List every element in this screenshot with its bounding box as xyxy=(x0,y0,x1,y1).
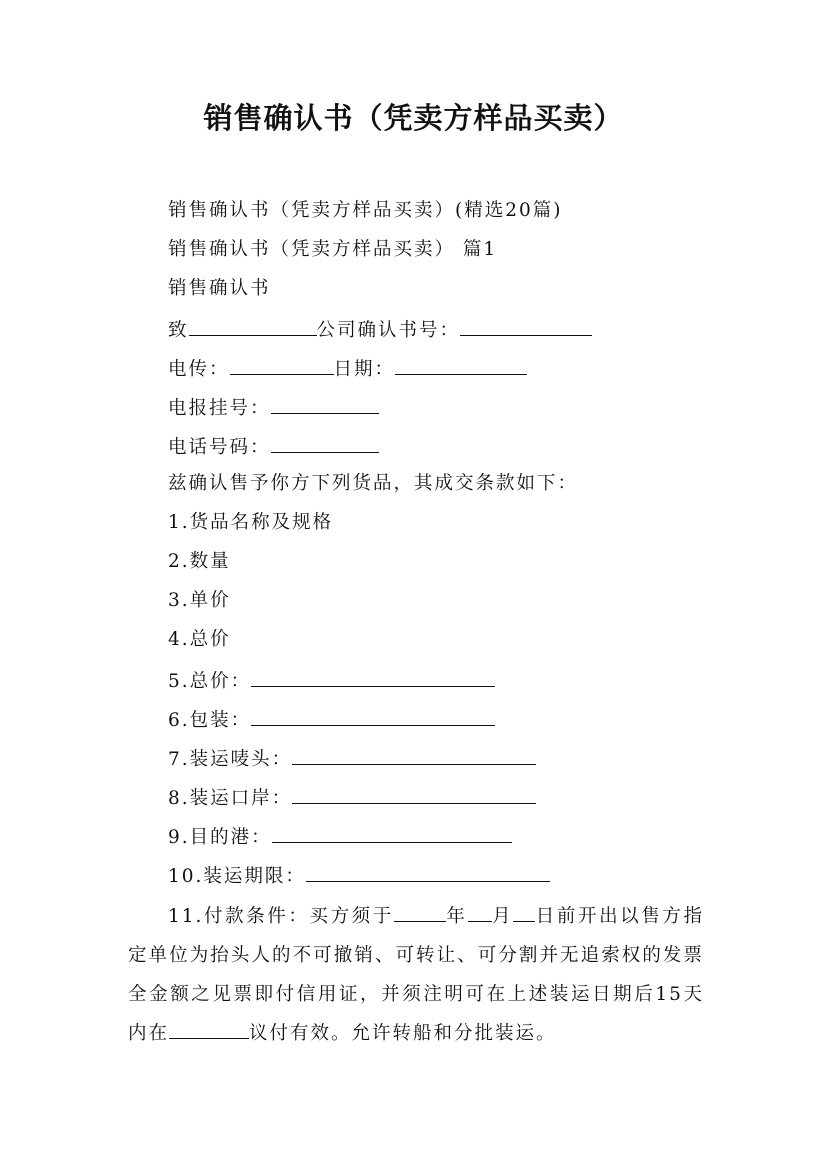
phone-blank[interactable] xyxy=(271,432,379,453)
shipment-period-label: 10.装运期限： xyxy=(168,866,306,887)
item-goods-spec: 1.货品名称及规格 xyxy=(168,512,334,533)
loading-port-blank[interactable] xyxy=(292,783,536,804)
confirmation-number-blank[interactable] xyxy=(460,315,592,336)
item-shipment-period-row xyxy=(168,861,550,890)
destination-label: 9.目的港： xyxy=(168,827,272,848)
item-total-price: 4.总价 xyxy=(168,629,231,650)
date-blank[interactable] xyxy=(395,354,527,375)
total-price-blank[interactable] xyxy=(251,666,495,687)
payment-text-3: 议付有效。允许转船和分批装运。 xyxy=(249,1023,557,1044)
shipment-period-blank[interactable] xyxy=(306,861,550,882)
item-quantity: 2.数量 xyxy=(168,551,231,572)
telegram-label: 电报挂号： xyxy=(168,398,271,419)
year-blank[interactable] xyxy=(394,901,446,922)
day-blank[interactable] xyxy=(513,901,535,922)
article-heading: 销售确认书（凭卖方样品买卖） 篇1 xyxy=(168,239,498,260)
item-destination-row xyxy=(168,822,512,851)
month-blank[interactable] xyxy=(468,901,492,922)
payment-terms-paragraph xyxy=(128,897,704,1053)
intro-text: 兹确认售予你方下列货品，其成交条款如下： xyxy=(168,473,579,494)
form-title: 销售确认书 xyxy=(168,278,271,299)
item-total-price-row xyxy=(168,666,495,695)
fax-blank[interactable] xyxy=(230,354,334,375)
packing-blank[interactable] xyxy=(251,705,495,726)
phone-label: 电话号码： xyxy=(168,437,271,458)
phone-row xyxy=(168,432,379,461)
item-shipping-marks-row xyxy=(168,744,536,773)
negotiation-place-blank[interactable] xyxy=(169,1018,249,1039)
collection-heading: 销售确认书（凭卖方样品买卖）(精选20篇) xyxy=(168,200,563,221)
confirmation-number-label: 公司确认书号： xyxy=(316,320,461,341)
shipping-marks-blank[interactable] xyxy=(292,744,536,765)
destination-blank[interactable] xyxy=(272,822,512,843)
item-loading-port-row xyxy=(168,783,536,812)
shipping-marks-label: 7.装运唛头： xyxy=(168,749,293,770)
to-label: 致 xyxy=(168,320,189,341)
item-packing-row xyxy=(168,705,495,734)
recipient-row xyxy=(168,315,592,344)
packing-label: 6.包装： xyxy=(168,710,252,731)
date-label: 日期： xyxy=(333,359,396,380)
fax-label: 电传： xyxy=(168,359,230,380)
telegram-blank[interactable] xyxy=(271,393,379,414)
payment-text-1: 11.付款条件：买方须于 xyxy=(168,906,394,927)
payment-text-2: 日前开出以售方指定单位为抬头人的不可撤销、可转让、可分割并无追索权的发票全金额之见票即付信用证，并须注明可在上述装运日期后15天内在 xyxy=(128,906,704,1044)
recipient-blank[interactable] xyxy=(189,315,317,336)
telegram-row xyxy=(168,393,379,422)
fax-date-row xyxy=(168,354,527,383)
loading-port-label: 8.装运口岸： xyxy=(168,788,293,809)
item-unit-price: 3.单价 xyxy=(168,590,231,611)
document-title: 销售确认书（凭卖方样品买卖） xyxy=(203,101,624,135)
total-price-label: 5.总价： xyxy=(168,671,252,692)
payment-month: 月 xyxy=(491,906,514,927)
payment-year: 年 xyxy=(445,906,468,927)
